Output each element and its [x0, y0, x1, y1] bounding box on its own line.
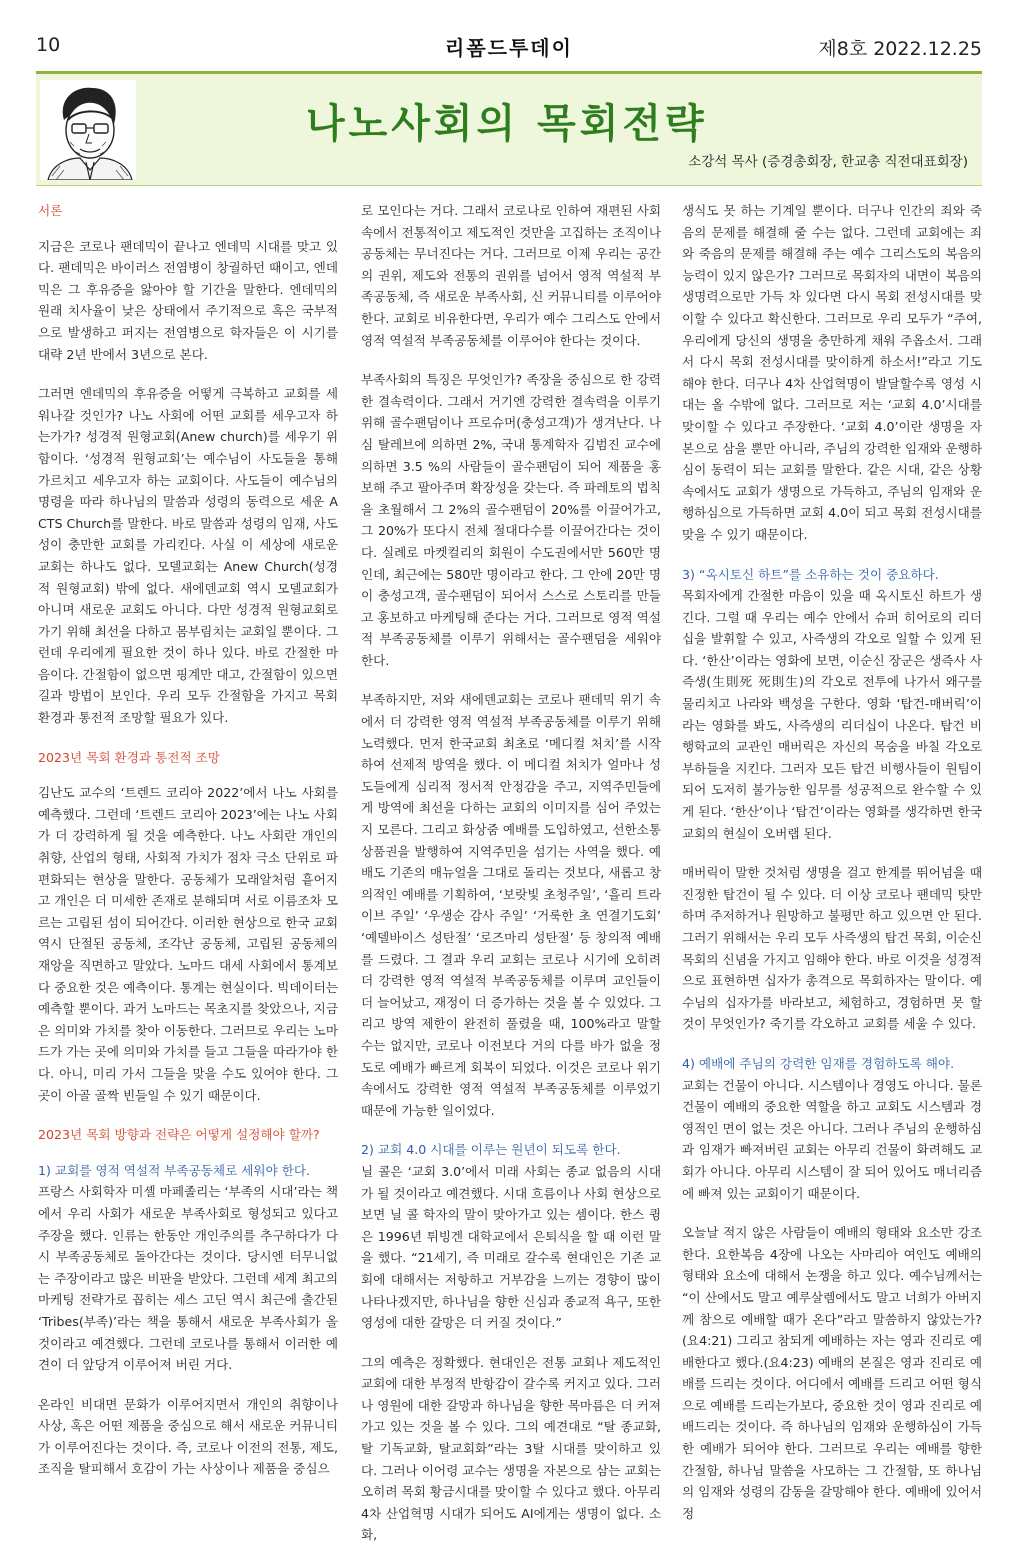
- paragraph: 김난도 교수의 ‘트렌드 코리아 2022’에서 나노 사회를 예측했다. 그런데 ‘트렌드 코리아 2023’에는 나노 사회가 더 강력하게 될 것을 예측한다. 나노 사회란 개인의 취향, 산업의 형태, 사회적 가치가 점차 극소 단위로 파편화되는 현상을 말한다. 공동체가 모래알처럼 흩어지고 개인은 더 미세한 존재로 분해되며 서로 이름조차 모르는 고립된 섬이 되어간다. 이러한 현상으로 한국 교회 역시 단절된 공동체, 조각난 공동체, 고립된 공동체의 재앙을 직면하고 말았다. 노마드 대세 사회에서 통계보다 중요한 것은 예측이다. 통계는 현실이다. 빅데이터는 예측할 뿐이다. 과거 노마드는 목초지를 찾았으나, 지금은 의미와 가치를 찾아 이동한다. 그러므로 우리는 노마드가 가는 곳에 의미와 가치를 들고 그들을 따라가야 한다. 아니, 미리 가서 그들을 맞을 수도 있어야 한다. 그곳이 아골 골짝 빈들일 수 있기 때문이다.: [38, 785, 338, 1103]
- text-column-1: [38, 200, 338, 1498]
- paragraph: 닐 콜은 ‘교회 3.0’에서 미래 사회는 종교 없음의 시대가 될 것이라고 예견했다. 시대 흐름이나 사회 현상으로 보면 닐 콜 학자의 말이 맞아가고 있는 셈이다. 한스 큉은 1996년 튀빙겐 대학교에서 은퇴식을 할 때 이런 말을 했다. “21세기, 즉 미래로 갈수록 현대인은 기존 교회에 대해서는 저항하고 거부감을 느끼는 경향이 많이 나타나겠지만, 하나님을 향한 신심과 종교적 욕구, 또한 영성에 대한 갈망은 더 커질 것이다.”: [361, 1163, 661, 1331]
- page-number: 10: [36, 34, 61, 56]
- publication-name: 리폼드투데이: [445, 36, 573, 60]
- section-heading-strategy: 2023년 목회 방향과 전략은 어떻게 설정해야 할까?: [38, 1127, 320, 1143]
- paragraph: 생식도 못 하는 기계일 뿐이다. 더구나 인간의 죄와 죽음의 문제를 해결해 줄 수는 없다. 그런데 교회에는 죄와 죽음의 문제를 해결해 주는 예수 그리스도의 복음의 능력이 있지 않은가? 그러므로 목회자의 내면이 복음의 생명력으로만 가득 차 있다면 다시 목회 전성시대를 맞이할 수 있다고 확신한다. 그러므로 우리 모두가 “주여, 우리에게 당신의 생명을 충만하게 채워 주옵소서. 그래서 다시 목회 전성시대를 맞이하게 하소서!”라고 기도해야 한다. 더구나 4차 산업혁명이 발달할수록 영성 시대는 올 수밖에 없다. 그러므로 저는 ‘교회 4.0’시대를 맞이할 수 있다고 주장한다. ‘교회 4.0’이란 생명을 자본으로 삼을 뿐만 아니라, 주님의 강력한 임재와 운행하심이 동력이 되는 교회를 말한다. 같은 시대, 같은 상황 속에서도 교회가 생명으로 가득하고, 주님의 임재와 운행하심으로 가득하면 교회 4.0이 되고 목회 전성시대를 맞을 수 있기 때문이다.: [682, 203, 982, 542]
- paragraph: 그의 예측은 정확했다. 현대인은 전통 교회나 제도적인 교회에 대한 부정적 반항감이 갈수록 커지고 있다. 그러나 영원에 대한 갈망과 하나님을 향한 목마름은 더 커져가고 있는 것을 볼 수 있다. 그의 예견대로 “탈 종교화, 탈 기독교화, 탈교회화”라는 3탈 시대를 맞이하고 있다. 그러나 이어령 교수는 생명을 자본으로 삼는 교회는 오히려 목회 황금시대를 맞이할 수 있다고 했다. 아무리 4차 산업혁명 시대가 되어도 AI에게는 생명이 없다. 소화,: [361, 1354, 661, 1543]
- section-heading-intro: 서론: [38, 203, 63, 218]
- article-title: 나노사회의 목회전략: [306, 100, 708, 147]
- paragraph: 로 모인다는 거다. 그래서 코로나로 인하여 재편된 사회 속에서 전통적이고 제도적인 것만을 고집하는 조직이나 공동체는 무너진다는 거다. 그러므로 이제 우리는 공간의 권위, 제도와 전통의 권위를 넘어서 영적 역설적 부족공동체, 즉 새로운 부족사회, 신 커뮤니티를 이루어야 한다. 교회로 비유한다면, 우리가 예수 그리스도 안에서 영적 역설적 부족공동체를 이루어야 한다는 것이다.: [361, 203, 661, 348]
- paragraph: 지금은 코로나 팬데믹이 끝나고 엔데믹 시대를 맞고 있다. 팬데믹은 바이러스 전염병이 창궐하던 때이고, 엔데믹은 그 후유증을 앓아야 할 기간을 말한다. 엔데믹의 원래 치사율이 낮은 상태에서 주기적으로 혹은 국부적으로 발생하고 퍼지는 전염병으로 학자들은 이 시기를 대략 2년 반에서 3년으로 본다.: [38, 238, 338, 362]
- page-header: [36, 30, 982, 66]
- author-portrait: [40, 80, 136, 180]
- paragraph: 교회는 건물이 아니다. 시스템이나 경영도 아니다. 물론 건물이 예배의 중요한 역할을 하고 교회도 시스템과 경영적인 면이 없는 것은 아니다. 그러나 주님의 운행하심과 임재가 빠져버린 교회는 아무리 건물이 화려해도 교회가 아니다. 아무리 시스템이 잘 되어 있어도 매너리즘에 빠져 있는 교회이기 때문이다.: [682, 1077, 982, 1201]
- paragraph: 프랑스 사회학자 미셸 마페졸리는 ‘부족의 시대’라는 책에서 우리 사회가 새로운 부족사회로 형성되고 있다고 주장을 했다. 인류는 한동안 개인주의를 추구하다가 다시 부족공동체로 돌아간다는 것이다. 당시엔 터무니없는 주장이라고 많은 비판을 받았다. 그런데 세계 최고의 마케팅 전략가로 꼽히는 세스 고딘 역시 최근에 출간된 ‘Tribes(부족)’라는 책을 통해서 새로운 부족사회가 올 것이라고 예견했다. 그런데 코로나를 통해서 이러한 예견이 더 앞당겨 이루어져 버린 거다.: [38, 1184, 338, 1373]
- section-heading-2023: 2023년 목회 환경과 통전적 조망: [38, 749, 220, 765]
- subheading-2: 2) 교회 4.0 시대를 이루는 원년이 되도록 한다.: [361, 1142, 621, 1158]
- paragraph: 온라인 비대면 문화가 이루어지면서 개인의 취향이나 사상, 혹은 어떤 제품을 중심으로 해서 새로운 커뮤니티가 이루어진다는 것이다. 즉, 코로나 이전의 전통, 제도, 조직을 탈피해서 호감이 가는 사상이나 제품을 중심으: [38, 1396, 338, 1477]
- paragraph: 부족하지만, 저와 새에덴교회는 코로나 팬데믹 위기 속에서 더 강력한 영적 역설적 부족공동체를 이루기 위해 노력했다. 먼저 한국교회 최초로 ‘메디컬 처치’를 시작하여 선제적 방역을 했다. 이 메디컬 처치가 얼마나 성도들에게 심리적 정서적 안정감을 주고, 지역주민들에게 방역에 최선을 다하는 교회의 이미지를 심어 주었는지 모른다. 그리고 화상줌 예배를 도입하였고, 선한소통상품권을 발행하여 지역주민을 섬기는 사역을 했다. 예배도 기존의 매뉴얼을 그대로 돌리는 것보다, 새롭고 창의적인 예배를 기획하여, ‘보랏빛 초청주일’, ‘흘리 트라이브 주일’ ‘우생순 감사 주일’ ‘거룩한 초 연결기도회’ ‘예델바이스 성탄절’ ‘로즈마리 성탄절’ 등 창의적 예배를 드렸다. 그 결과 우리 교회는 코로나 시기에 오히려 더 강력한 영적 역설적 부족공동체를 이루며 교인들이 더 늘어났고, 재정이 더 증가하는 것을 볼 수 있었다. 그리고 방역 제한이 완전히 풀렸을 때, 100%라고 말할 수는 없지만, 코로나 이전보다 거의 다를 바가 없을 정도로 예배가 빠르게 회복이 되었다. 이것은 코로나 위기 속에서도 강력한 영적 역설적 부족공동체를 이루었기 때문에 가능한 일이었다.: [361, 692, 661, 1118]
- paragraph: 오늘날 적지 않은 사람들이 예배의 형태와 요소만 강조한다. 요한복음 4장에 나오는 사마리아 여인도 예배의 형태와 요소에 대해서 논쟁을 하고 있다. 예수님께서는 “이 산에서도 말고 예루살렘에서도 말고 너희가 아버지께 참으로 예배할 때가 온다”라고 말씀하지 않았는가?(요4:21) 그리고 참되게 예배하는 자는 영과 진리로 예배한다고 했다.(요4:23) 예배의 본질은 영과 진리로 예배를 드리는 것이다. 어디에서 예배를 드리고 어떤 형식으로 예배를 드리는가보다, 중요한 것이 영과 진리로 예배드리는 것이다. 즉 하나님의 임재와 운행하심이 가득한 예배가 되어야 한다. 그러므로 우리는 예배를 향한 간절함, 하나님 말씀을 사모하는 그 간절함, 또 하나님의 임재와 성령의 감동을 갈망해야 한다. 예배에 있어서 정: [682, 1225, 982, 1521]
- text-column-2: [361, 200, 661, 1564]
- paragraph: 매버릭이 말한 것처럼 생명을 걸고 한계를 뛰어넘을 때 진정한 탑건이 될 수 있다. 더 이상 코로나 팬데믹 탓만 하며 주저하거나 원망하고 불평만 하고 있으면 안 된다. 그러기 위해서는 우리 모두 사즉생의 탑건 목회, 이순신 목회의 신념을 가지고 임해야 한다. 바로 이것을 성경적으로 표현하면 십자가 총격으로 목회하자는 말이다. 예수님의 십자가를 바라보고, 체험하고, 경험하면 못 할 것이 무엇인가? 죽기를 각오하고 교회를 세울 수 있다.: [682, 865, 982, 1032]
- subheading-3: 3) “옥시토신 하트”를 소유하는 것이 중요하다.: [682, 566, 939, 582]
- paragraph: 그러면 엔데믹의 후유증을 어떻게 극복하고 교회를 세워나갈 것인가? 나노 사회에 어떤 교회를 세우고자 하는가가? 성경적 원형교회(Anew church)를 세우기 위함이다. ‘성경적 원형교회’는 예수님이 사도들을 통해 가르치고 세우고자 하는 교회이다. 사도들이 예수님의 명령을 따라 하나님의 말씀과 성령의 동력으로 세운 ACTS Church를 말한다. 바로 말씀과 성령의 임재, 사도성이 충만한 교회를 가리킨다. 사실 이 세상에 새로운 교회는 하나도 없다. 모델교회는 Anew Church(성경적 원형교회) 밖에 없다. 새에덴교회 역시 모델교회가 아니며 새로운 교회도 아니다. 다만 성경적 원형교회로 가기 위해 최선을 다하고 몸부림치는 교회일 뿐이다. 그런데 우리에게 필요한 것이 하나 있다. 바로 간절한 마음이다. 간절함이 없으면 핑계만 대고, 간절함이 있으면 길과 방법이 보인다. 우리 모두 간절함을 가지고 목회 환경과 통전적 조망할 필요가 있다.: [38, 386, 338, 726]
- paragraph: 목회자에게 간절한 마음이 있을 때 옥시토신 하트가 생긴다. 그럴 때 우리는 예수 안에서 슈퍼 히어로의 리더십을 발휘할 수 있고, 사즉생의 각오로 일할 수 있게 된다. ‘한산’이라는 영화에 보면, 이순신 장군은 생즉사 사즉생(生則死 死則生)의 각오로 전투에 나가서 왜구를 물리치고 나라와 백성을 구한다. 영화 ‘탑건-매버릭’이라는 영화를 봐도, 사즉생의 리더십이 나온다. 탑건 비행학교의 교관인 매버릭은 자신의 목숨을 바칠 각오로 부하들을 지킨다. 그러자 모든 탑건 비행사들이 원팀이 되어 도저히 불가능한 임무를 성공적으로 완수할 수 있게 된다. ‘한산’이나 ‘탑건’이라는 영화를 생각하면 한국 교회의 현실이 오버랩 된다.: [682, 588, 982, 841]
- paragraph: 부족사회의 특징은 무엇인가? 족장을 중심으로 한 강력한 결속력이다. 그래서 거기엔 강력한 결속력을 이루기 위해 골수팬덤이나 프로슈머(충성고객)가 생겨난다. 나심 탈레브에 의하면 2%, 국내 통계학자 김범진 교수에 의하면 3.5 %의 사람들이 골수팬덤이 되어 제품을 홍보해 주고 팔아주며 확장성을 갖는다. 즉 파레토의 법칙을 초월해서 그 2%의 골수팬덤이 20%를 이끌어가고, 그 20%가 또다시 전체 절대다수를 이끌어간다는 것이다. 실례로 마켓컬리의 회원이 수도권에서만 560만 명인데, 최근에는 580만 명이라고 한다. 그 안에 20만 명이 충성고객, 골수팬덤이 되어서 스스로 스토리를 만들고 홍보하고 마케팅해 준다는 거다. 그러므로 영적 역설적 부족공동체를 이루기 위해서는 골수팬덤을 세워야 한다.: [361, 372, 661, 668]
- subheading-4: 4) 예배에 주님의 강력한 임재를 경험하도록 해야.: [682, 1055, 955, 1071]
- author-byline: 소강석 목사 (증경총회장, 한교총 직전대표회장): [688, 154, 968, 170]
- issue-date: 제8호 2022.12.25: [818, 38, 982, 60]
- text-column-3: [682, 200, 982, 1542]
- title-banner: [36, 71, 982, 186]
- subheading-1: 1) 교회를 영적 역설적 부족공동체로 세워야 한다.: [38, 1162, 311, 1178]
